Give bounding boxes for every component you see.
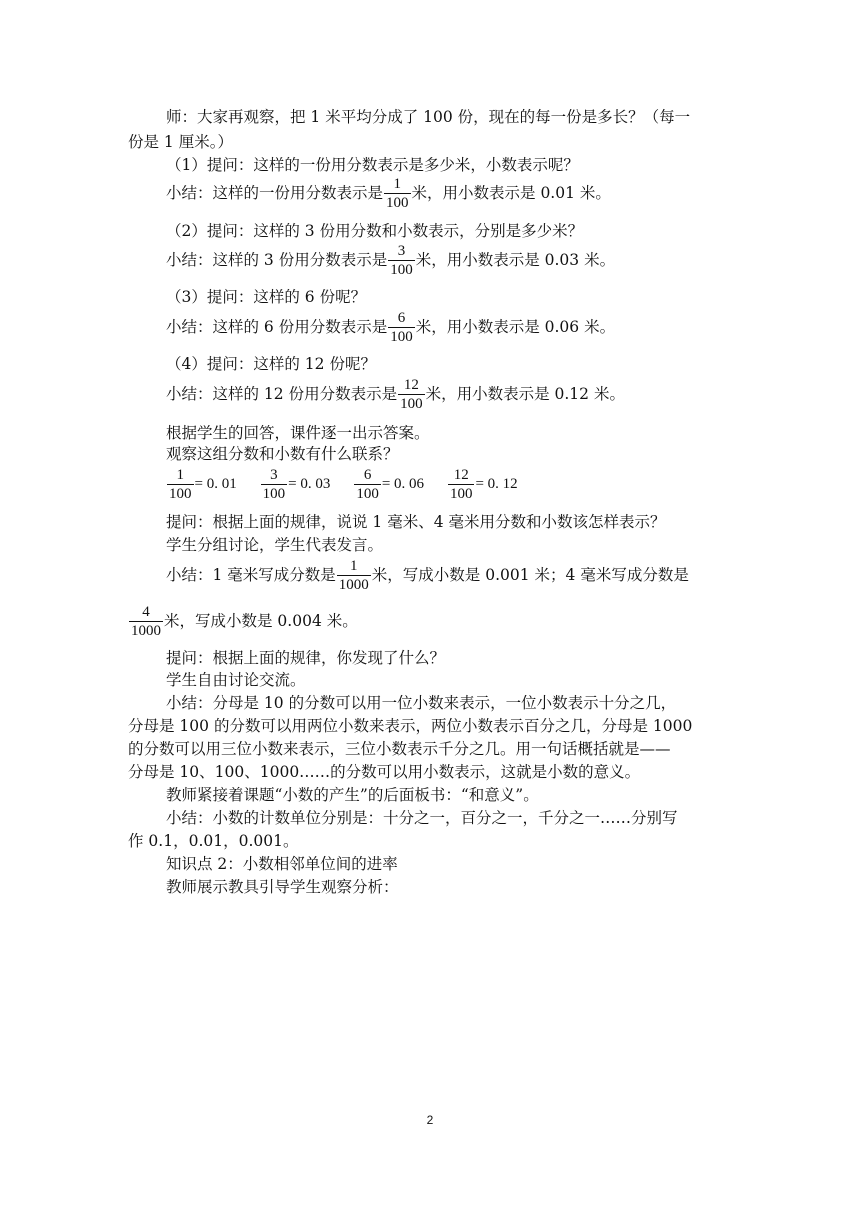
- text-line: 份是 1 厘米。）: [128, 133, 233, 151]
- equation-rhs: = 0. 06: [381, 476, 425, 493]
- numerator: 12: [453, 467, 469, 483]
- denominator: 100: [262, 486, 286, 502]
- summary-text: 小结：这样的 3 份用分数表示是: [166, 251, 388, 269]
- fraction-6-100: [388, 310, 415, 346]
- numerator: 6: [397, 310, 406, 326]
- equation: [260, 467, 331, 502]
- numerator: 1: [176, 467, 184, 483]
- numerator: 3: [270, 467, 278, 483]
- numerator: 6: [363, 467, 372, 483]
- fraction-equations: [166, 467, 518, 503]
- summary-3: [166, 310, 615, 346]
- question-4: （4）提问：这样的 12 份呢？: [166, 355, 376, 373]
- text-line: 分母是 100 的分数可以用两位小数来表示，两位小数表示百分之几，分母是 1000: [128, 717, 693, 735]
- text-line: 观察这组分数和小数有什么联系？: [166, 445, 399, 463]
- equation: [353, 467, 425, 502]
- text-line: 师：大家再观察，把 1 米平均分成了 100 份，现在的每一份是多长？（每一: [166, 108, 691, 126]
- denominator: 100: [390, 329, 413, 345]
- fraction-4-1000: [129, 604, 163, 640]
- equation: [447, 467, 518, 502]
- denominator: 1000: [131, 623, 161, 639]
- text-line: 提问：根据上面的规律，说说 1 毫米、4 毫米用分数和小数该怎样表示？: [166, 513, 666, 531]
- text-line: 教师展示教具引导学生观察分析：: [166, 878, 399, 896]
- text-line: 作 0.1，0.01，0.001。: [128, 832, 299, 850]
- summary-text: 小结：这样的 12 份用分数表示是: [166, 385, 398, 403]
- summary-text: 米，用小数表示是 0.03 米。: [415, 251, 616, 269]
- denominator: 100: [390, 262, 413, 278]
- summary-text: 小结：这样的一份用分数表示是: [166, 184, 384, 202]
- denominator: 1000: [338, 577, 369, 593]
- summary-mm-cont: [128, 604, 358, 640]
- summary-1: [166, 176, 611, 212]
- question-2: （2）提问：这样的 3 份用分数和小数表示，分别是多少米？: [166, 222, 584, 240]
- denominator: 100: [449, 486, 473, 502]
- numerator: 1: [393, 176, 402, 192]
- summary-2: [166, 243, 615, 279]
- text-line: 的分数可以用三位小数来表示，三位小数表示千分之几。用一句话概括就是——: [128, 740, 671, 758]
- numerator: 3: [397, 243, 406, 259]
- question-1: （1）提问：这样的一份用分数表示是多少米，小数表示呢？: [166, 156, 579, 174]
- summary-text: 米，用小数表示是 0.01 米。: [411, 184, 611, 202]
- numerator: 4: [142, 604, 150, 620]
- text-line: 教师紧接着课题“小数的产生”的后面板书：“和意义”。: [166, 786, 539, 804]
- text-line: 分母是 10、100、1000……的分数可以用小数表示，这就是小数的意义。: [128, 763, 641, 781]
- summary-mm: [166, 558, 689, 594]
- summary-text: 米，写成小数是 0.004 米。: [164, 612, 358, 630]
- summary-4: [166, 377, 625, 413]
- text-line: 学生自由讨论交流。: [166, 671, 306, 689]
- text-line: 小结：小数的计数单位分别是：十分之一，百分之一，千分之一……分别写: [166, 809, 678, 827]
- fraction-3-100: [388, 243, 415, 279]
- text-line: 根据学生的回答，课件逐一出示答案。: [166, 424, 430, 442]
- fraction-12-100: [398, 377, 425, 413]
- knowledge-point-heading: 知识点 2：小数相邻单位间的进率: [166, 855, 398, 873]
- summary-text: 小结：这样的 6 份用分数表示是: [166, 318, 388, 336]
- text-line: 提问：根据上面的规律，你发现了什么？: [166, 649, 446, 667]
- summary-text: 米，用小数表示是 0.06 米。: [415, 318, 616, 336]
- text-line: 小结：分母是 10 的分数可以用一位小数来表示，一位小数表示十分之几，: [166, 694, 677, 712]
- denominator: 100: [169, 486, 192, 502]
- equation: [166, 467, 237, 502]
- denominator: 100: [356, 486, 379, 502]
- fraction-1-100: [384, 176, 411, 212]
- numerator: 1: [350, 558, 358, 574]
- summary-text: 小结：1 毫米写成分数是: [166, 566, 336, 584]
- numerator: 12: [403, 377, 419, 393]
- denominator: 100: [400, 396, 423, 412]
- text-line: 学生分组讨论，学生代表发言。: [166, 536, 384, 554]
- summary-text: 米，用小数表示是 0.12 米。: [425, 385, 625, 403]
- denominator: 100: [386, 195, 409, 211]
- summary-text: 米，写成小数是 0.001 米；4 毫米写成分数是: [371, 566, 689, 584]
- equation-rhs: = 0. 01: [194, 476, 237, 493]
- page-number: 2: [426, 1113, 434, 1127]
- equation-rhs: = 0. 12: [475, 476, 518, 493]
- equation-rhs: = 0. 03: [288, 476, 331, 493]
- fraction-1-1000: [337, 558, 371, 594]
- question-3: （3）提问：这样的 6 份呢？: [166, 288, 367, 306]
